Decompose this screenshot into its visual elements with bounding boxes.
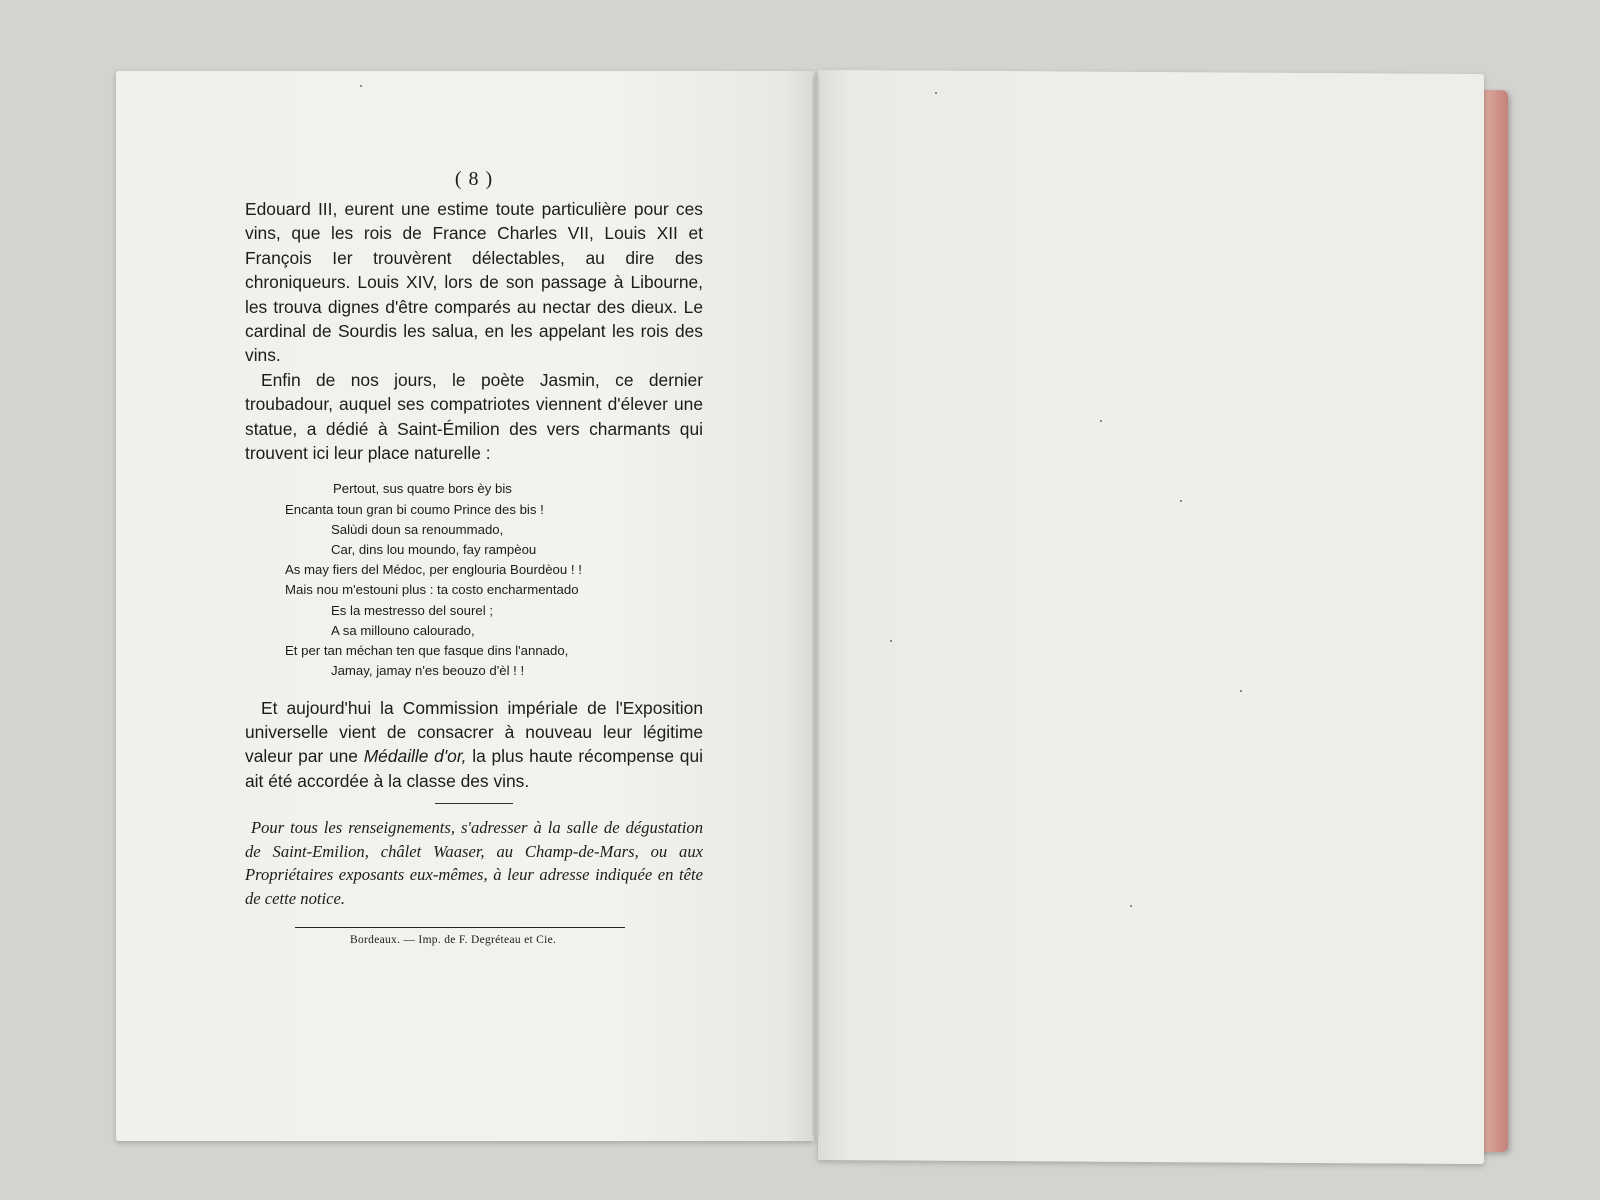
page-text bbox=[245, 168, 703, 946]
paragraph-2: Enfin de nos jours, le poète Jasmin, ce dernier troubadour, auquel ses compatriotes viennent d'élever une statue, a dédié à Saint-Émilion des vers charmants qui trouvent ici leur place naturelle : bbox=[245, 369, 703, 464]
paper-speck bbox=[1100, 420, 1102, 422]
poem-line: A sa millouno calourado, bbox=[331, 622, 475, 638]
page-number: ( 8 ) bbox=[454, 168, 494, 190]
divider-short bbox=[435, 803, 513, 804]
poem-line: Pertout, sus quatre bors èy bis bbox=[333, 481, 512, 497]
poem-line: Car, dins lou moundo, fay rampèou bbox=[331, 542, 537, 558]
paper-speck bbox=[1180, 500, 1182, 502]
paper-speck bbox=[935, 92, 937, 94]
paragraph-1: Edouard III, eurent une estime toute particulière pour ces vins, que les rois de France Charles VII, Louis XII et François Ier trouvèrent délectables, au dire des chroniqueurs. Louis XIV, lors de son passage à Libourne, les trouva dignes d'être comparés au nectar des dieux. Le cardinal de Sourdis les salua, en les appelant les rois des vins. bbox=[245, 199, 703, 366]
medal-text: Médaille d'or, bbox=[363, 746, 467, 767]
paragraph-3-text: Et aujourd'hui la Commission impériale de l'Exposition universelle vient de consacrer à nouveau leur légitime valeur par une bbox=[245, 697, 703, 767]
poem-line: Salùdi doun sa renoummado, bbox=[331, 521, 504, 537]
poem-line: Jamay, jamay n'es beouzo d'èl ! ! bbox=[331, 663, 525, 679]
notice-paragraph: Pour tous les renseignements, s'adresser à la salle de dégustation de Saint-Emilion, châlet Waaser, au Champ-de-Mars, ou aux Propriétaires exposants eux-mêmes, à leur adresse indiquée en tête de cette notice. bbox=[245, 818, 703, 908]
printer-imprint: Bordeaux. — Imp. de F. Degréteau et Cie. bbox=[350, 933, 557, 946]
paper-speck bbox=[360, 85, 362, 87]
divider-long bbox=[295, 927, 625, 928]
book-gutter bbox=[812, 76, 820, 1136]
right-page-blank bbox=[818, 70, 1484, 1164]
paragraph-3 bbox=[245, 696, 703, 794]
poem-line: Es la mestresso del sourel ; bbox=[331, 602, 493, 618]
paper-speck bbox=[1240, 690, 1242, 692]
poem-line: As may fiers del Médoc, per englouria Bourdèou ! ! bbox=[285, 562, 582, 578]
paper-speck bbox=[890, 640, 892, 642]
poem-line: Et per tan méchan ten que fasque dins l'annado, bbox=[285, 643, 569, 659]
poem-line: Encanta toun gran bi coumo Prince des bis ! bbox=[285, 501, 544, 517]
paragraph-3-text-end: la plus haute récompense qui ait été accordée à la classe des vins. bbox=[245, 746, 703, 791]
poem bbox=[245, 479, 703, 681]
paper-speck bbox=[1130, 905, 1132, 907]
poem-line: Mais nou m'estouni plus : ta costo encharmentado bbox=[285, 582, 579, 598]
